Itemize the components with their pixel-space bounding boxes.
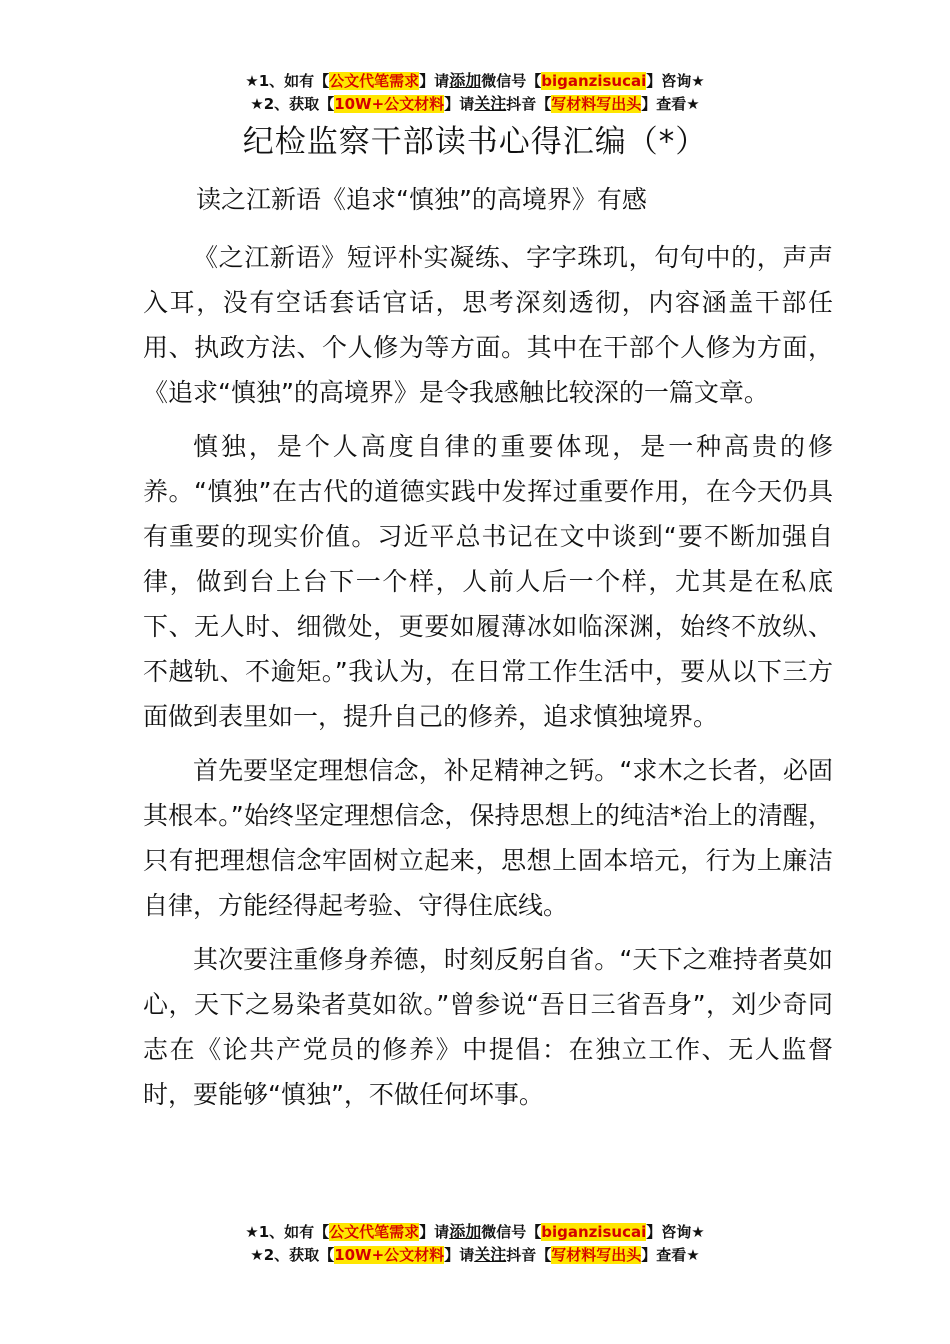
body-paragraph: 慎独，是个人高度自律的重要体现，是一种高贵的修养。“慎独”在古代的道德实践中发挥过重要作用，在今天仍具有重要的现实价值。习近平总书记在文中谈到“要不断加强自律，做到台上台下一个样，人前人后一个样，尤其是在私底下、无人时、细微处，更要如履薄冰如临深渊，始终不放纵、不越轨、不逾矩。”我认为，在日常工作生活中，要从以下三方面做到表里如一，提升自己的修养，追求慎独境界。: [143, 432, 833, 731]
document-title: 纪检监察干部读书心得汇编（*）: [242, 124, 708, 160]
promo-prefix: ★1、如有【: [245, 1223, 330, 1241]
promo-suffix: 】咨询★: [646, 1223, 705, 1241]
promo-highlight-materials: 10W+公文材料: [334, 95, 445, 113]
promo-text: 微信号【: [481, 1223, 542, 1241]
promo-text: 】请: [419, 1223, 450, 1241]
promo-highlight-wechat-id: biganzisucai: [541, 1223, 647, 1241]
promo-text: 抖音【: [506, 1246, 552, 1264]
promo-highlight-account: 写材料写出头: [551, 1246, 642, 1264]
promo-suffix: 】咨询★: [646, 72, 705, 90]
promo-highlight-materials: 10W+公文材料: [334, 1246, 445, 1264]
promo-suffix: 】查看★: [641, 95, 700, 113]
body-paragraph: 其次要注重修身养德，时刻反躬自省。“天下之难持者莫如心，天下之易染者莫如欲。”曾参说“吾日三省吾身”，刘少奇同志在《论共产党员的修养》中提倡：在独立工作、无人监督时，要能够“慎独”，不做任何坏事。: [143, 945, 833, 1109]
body-paragraph: 《之江新语》短评朴实凝练、字字珠玑，句句中的，声声入耳，没有空话套话官话，思考深刻透彻，内容涵盖干部任用、执政方法、个人修为等方面。其中在干部个人修为方面，《追求“慎独”的高境界》是令我感触比较深的一篇文章。: [143, 243, 833, 407]
promo-highlight-wechat-id: biganzisucai: [541, 72, 647, 90]
promo-text: 】请: [444, 1246, 475, 1264]
document-body: [143, 235, 833, 1126]
promo-emphasis: 关注: [474, 94, 507, 113]
promo-prefix: ★2、获取【: [250, 1246, 335, 1264]
promo-highlight-account: 写材料写出头: [551, 95, 642, 113]
body-paragraph: 首先要坚定理想信念，补足精神之钙。“求木之长者，必固其根本。”始终坚定理想信念，保持思想上的纯洁*治上的清醒，只有把理想信念牢固树立起来，思想上固本培元，行为上廉洁自律，方能经得起考验、守得住底线。: [143, 756, 833, 920]
promo-text: 】请: [419, 72, 450, 90]
promo-line-contact: [0, 70, 950, 92]
promo-line-follow: [0, 1244, 950, 1266]
promo-text: 】请: [444, 95, 475, 113]
promo-text: 微信号【: [481, 72, 542, 90]
promo-prefix: ★2、获取【: [250, 95, 335, 113]
promo-emphasis: 添加: [449, 1222, 482, 1241]
promo-emphasis: 关注: [474, 1245, 507, 1264]
promo-highlight-service: 公文代笔需求: [329, 1223, 420, 1241]
promo-line-contact: [0, 1221, 950, 1243]
document-subtitle: 读之江新语《追求“慎独”的高境界》有感: [196, 185, 647, 214]
promo-suffix: 】查看★: [641, 1246, 700, 1264]
promo-line-follow: [0, 93, 950, 115]
promo-prefix: ★1、如有【: [245, 72, 330, 90]
promo-highlight-service: 公文代笔需求: [329, 72, 420, 90]
promo-text: 抖音【: [506, 95, 552, 113]
promo-emphasis: 添加: [449, 71, 482, 90]
